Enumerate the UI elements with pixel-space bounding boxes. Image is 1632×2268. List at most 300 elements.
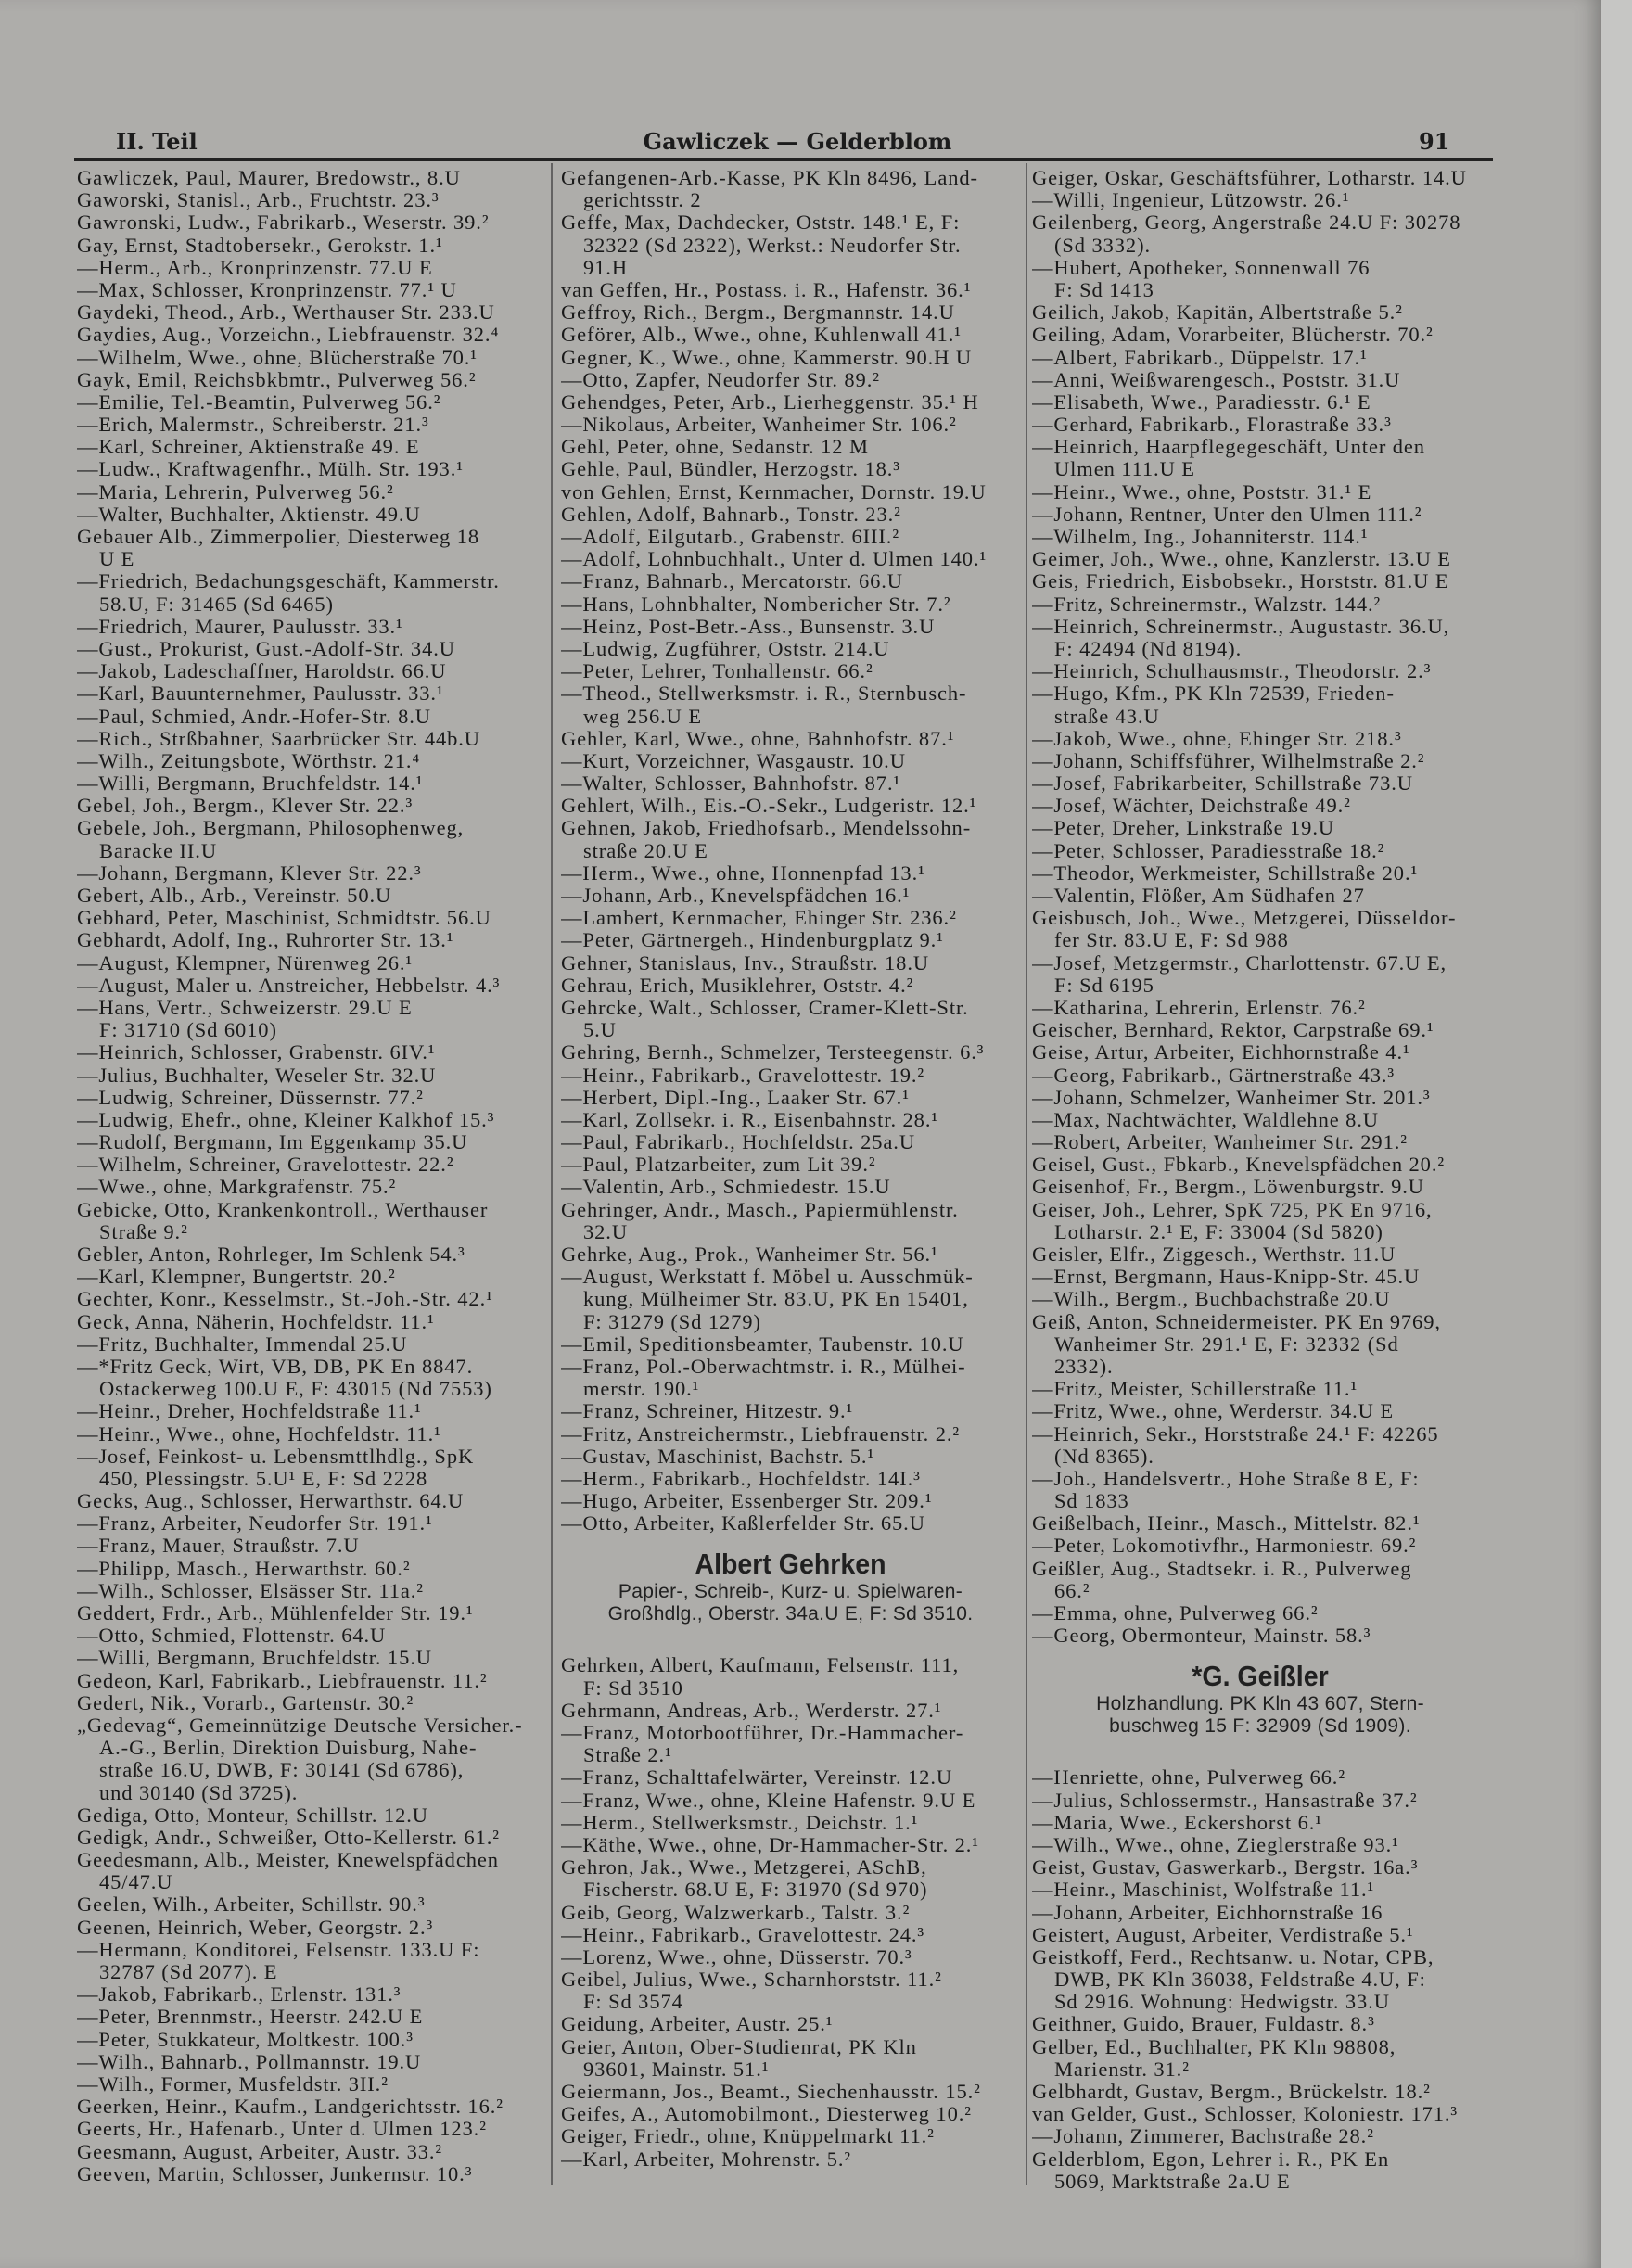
directory-entry (561, 436, 1020, 458)
entry-continuation-line: Ulmen 111.U E (1054, 458, 1195, 481)
entry-continuation-line: F: Sd 3510 (583, 1676, 683, 1700)
directory-entry (561, 347, 1020, 369)
directory-entry (561, 167, 1020, 211)
directory-entry (561, 975, 1020, 997)
directory-entry (561, 1969, 1020, 2013)
directory-entry (77, 1647, 545, 1669)
directory-entry (1032, 907, 1488, 951)
directory-entry (561, 638, 1020, 660)
directory-entry (77, 795, 545, 817)
entry-line: —Peter, Gärtnergeh., Hindenburgplatz 9.¹ (561, 929, 944, 952)
directory-entry (1032, 1946, 1488, 2014)
entry-line: Geist, Gustav, Gaswerkarb., Bergstr. 16a.³ (1032, 1856, 1419, 1879)
column-divider (1026, 163, 1027, 2185)
entry-line: —Johann, Bergmann, Klever Str. 22.³ (77, 861, 422, 885)
directory-entry (1032, 1109, 1488, 1131)
entry-line: Gaworski, Stanisl., Arb., Fruchtstr. 23.³ (77, 189, 440, 212)
entry-line: —Johann, Rentner, Unter den Ulmen 111.² (1032, 503, 1422, 526)
entry-line: —Max, Schlosser, Kronprinzenstr. 77.¹ U (77, 278, 457, 301)
directory-entry (1032, 414, 1488, 436)
directory-entry (77, 436, 545, 458)
entry-line: Geidung, Arbeiter, Austr. 25.¹ (561, 2013, 834, 2036)
directory-entry (1032, 167, 1488, 189)
directory-entry (77, 1423, 545, 1446)
directory-entry (77, 1692, 545, 1714)
entry-line: —Hugo, Arbeiter, Essenberger Str. 209.¹ (561, 1490, 933, 1513)
column-divider (551, 163, 553, 2185)
entry-continuation-line: (Sd 3332). (1054, 234, 1151, 257)
column-1 (77, 167, 545, 2185)
directory-entry (1032, 481, 1488, 503)
directory-entry (561, 1064, 1020, 1087)
entry-line: Geenen, Heinrich, Weber, Georgstr. 2.³ (77, 1916, 434, 1939)
entry-line: —Heinrich, Haarpflegegeschäft, Unter den (1032, 436, 1425, 459)
directory-entry (1032, 2013, 1488, 2035)
entry-line: Gehrken, Albert, Kaufmann, Felsenstr. 111, (561, 1654, 960, 1677)
entry-line: —Franz, Wwe., ohne, Kleine Hafenstr. 9.U E (561, 1789, 976, 1812)
entry-line: —Willi, Ingenieur, Lützowstr. 26.¹ (1032, 189, 1350, 212)
entry-continuation-line: A.-G., Berlin, Direktion Duisburg, Nahe- (99, 1737, 478, 1760)
directory-entry (77, 1266, 545, 1288)
directory-entry (561, 1266, 1020, 1333)
entry-line: Geförer, Alb., Wwe., ohne, Kuhlenwall 41.¹ (561, 324, 962, 347)
directory-entry (561, 2081, 1020, 2103)
directory-entry (1032, 1378, 1488, 1400)
entry-line: —Lambert, Kernmacher, Ehinger Str. 236.² (561, 907, 957, 930)
entry-line: Geiger, Oskar, Geschäftsführer, Lotharstr. 14.U (1032, 167, 1467, 189)
directory-entry (77, 1356, 545, 1400)
advertisement-text: buschweg 15 F: 32909 (Sd 1909). (1109, 1715, 1411, 1738)
entry-line: Gehrau, Erich, Musiklehrer, Oststr. 4.² (561, 974, 914, 997)
directory-entry (77, 279, 545, 301)
directory-entry (77, 2006, 545, 2028)
directory-entry (561, 2103, 1020, 2125)
entry-line: —Max, Nachtwächter, Waldlehne 8.U (1032, 1108, 1379, 1131)
directory-entry (77, 1558, 545, 1580)
entry-line: —Herbert, Dipl.-Ing., Laaker Str. 67.¹ (561, 1086, 910, 1109)
directory-entry (77, 952, 545, 975)
directory-entry (561, 1654, 1020, 1699)
entry-line: Geffroy, Rich., Bergm., Bergmannstr. 14.U (561, 301, 955, 325)
entry-continuation-line: Ostackerweg 100.U E, F: 43015 (Nd 7553) (99, 1378, 492, 1401)
entry-line: Gelderblom, Egon, Lehrer i. R., PK En (1032, 2147, 1390, 2171)
entry-line: —Friedrich, Maurer, Paulusstr. 33.¹ (77, 615, 403, 638)
directory-entry (561, 728, 1020, 750)
entry-continuation-line: straße 20.U E (583, 839, 708, 862)
directory-entry (561, 1041, 1020, 1064)
entry-line: Geiling, Adam, Vorarbeiter, Blücherstr. 70.² (1032, 324, 1434, 347)
directory-entry (1032, 526, 1488, 548)
directory-entry (1032, 1924, 1488, 1946)
advertisement (1032, 1647, 1488, 1766)
directory-entry (1032, 1558, 1488, 1602)
entry-line: —Wilh., Schlosser, Elsässer Str. 11a.² (77, 1579, 424, 1602)
directory-entry (1032, 1199, 1488, 1243)
entry-line: Geisler, Elfr., Ziggesch., Werthstr. 11.U (1032, 1243, 1396, 1266)
entry-line: Geisenhof, Fr., Bergm., Löwenburgstr. 9.U (1032, 1176, 1424, 1199)
directory-entry (77, 167, 545, 189)
entry-line: Geiger, Friedr., ohne, Knüppelmarkt 11.² (561, 2125, 935, 2148)
entry-line: —Julius, Buchhalter, Weseler Str. 32.U (77, 1064, 437, 1087)
directory-entry (77, 1109, 545, 1131)
directory-entry (77, 1893, 545, 1916)
entry-line: Geisbusch, Joh., Wwe., Metzgerei, Düsseldor- (1032, 907, 1457, 930)
directory-entry (1032, 1834, 1488, 1856)
entry-continuation-line: straße 16.U, DWB, F: 30141 (Sd 6786), (99, 1759, 465, 1782)
entry-continuation-line: Straße 2.¹ (583, 1744, 672, 1767)
entry-line: —Willi, Bergmann, Bruchfeldstr. 15.U (77, 1647, 432, 1670)
entry-line: —Lorenz, Wwe., ohne, Düsserstr. 70.³ (561, 1945, 912, 1969)
directory-entry (561, 1946, 1020, 1969)
entry-line: Geffe, Max, Dachdecker, Oststr. 148.¹ E, F: (561, 211, 961, 235)
directory-entry (77, 570, 545, 615)
entry-line: —Josef, Metzgermstr., Charlottenstr. 67.U E, (1032, 951, 1447, 975)
directory-entry (561, 1490, 1020, 1512)
directory-entry (1032, 1468, 1488, 1512)
directory-entry (1032, 1176, 1488, 1198)
entry-line: —Jakob, Wwe., ohne, Ehinger Str. 218.³ (1032, 727, 1402, 750)
entry-line: Geifes, A., Automobilmont., Diesterweg 10.² (561, 2103, 972, 2126)
directory-entry (561, 1512, 1020, 1535)
entry-line: Geddert, Frdr., Arb., Mühlenfelder Str. 19.¹ (77, 1602, 474, 1625)
entry-line: —Peter, Lehrer, Tonhallenstr. 66.² (561, 660, 873, 683)
entry-continuation-line: Wanheimer Str. 291.¹ E, F: 32332 (Sd (1054, 1332, 1399, 1356)
directory-entry (561, 1446, 1020, 1468)
entry-line: Geier, Anton, Ober-Studienrat, PK Kln (561, 2035, 917, 2058)
entry-line: Geithner, Guido, Brauer, Fuldastr. 8.³ (1032, 2013, 1375, 2036)
entry-line: —Käthe, Wwe., ohne, Dr-Hammacher-Str. 2.¹ (561, 1833, 979, 1856)
entry-line: —Gerhard, Fabrikarb., Florastraße 33.³ (1032, 414, 1392, 437)
entry-continuation-line: 58.U, F: 31465 (Sd 6465) (99, 592, 334, 616)
entry-line: —Emma, ohne, Pulverweg 66.² (1032, 1602, 1319, 1625)
directory-entry (77, 1333, 545, 1356)
directory-entry (77, 885, 545, 907)
entry-line: —Franz, Bahnarb., Mercatorstr. 66.U (561, 570, 903, 593)
entry-line: Geiß, Anton, Schneidermeister. PK En 9769, (1032, 1310, 1441, 1333)
directory-entry (1032, 503, 1488, 526)
directory-entry (77, 1535, 545, 1557)
entry-line: —Fritz, Meister, Schillerstraße 11.¹ (1032, 1378, 1358, 1401)
directory-entry (561, 772, 1020, 795)
entry-line: —Wilhelm, Wwe., ohne, Blücherstraße 70.¹ (77, 346, 478, 369)
directory-entry (77, 660, 545, 682)
entry-line: —Heinrich, Schulhausmstr., Theodorstr. 2.³ (1032, 660, 1432, 683)
entry-line: —Elisabeth, Wwe., Paradiesstr. 6.¹ E (1032, 390, 1371, 414)
entry-continuation-line: 32.U (583, 1220, 628, 1243)
entry-line: —Theodor, Werkmeister, Schillstraße 20.¹ (1032, 861, 1419, 885)
entry-line: —August, Werkstatt f. Möbel u. Ausschmük- (561, 1266, 974, 1289)
directory-entry (77, 1153, 545, 1176)
entry-continuation-line: DWB, PK Kln 36038, Feldstraße 4.U, F: (1054, 1969, 1426, 1992)
entry-line: Geißler, Aug., Stadtsekr. i. R., Pulverweg (1032, 1557, 1412, 1580)
directory-entry (77, 1917, 545, 1939)
entry-continuation-line: 45/47.U (99, 1871, 173, 1894)
entry-line: —Franz, Mauer, Straußstr. 7.U (77, 1535, 360, 1558)
entry-line: —Franz, Arbeiter, Neudorfer Str. 191.¹ (77, 1512, 433, 1535)
directory-entry (77, 211, 545, 234)
entry-line: Gawronski, Ludw., Fabrikarb., Weserstr. 39.² (77, 211, 490, 235)
entry-line: —Heinr., Fabrikarb., Gravelottestr. 19.² (561, 1064, 925, 1087)
directory-entry (561, 526, 1020, 548)
directory-entry (1032, 862, 1488, 885)
entry-line: —Georg, Obermonteur, Mainstr. 58.³ (1032, 1625, 1371, 1648)
directory-entry (561, 1423, 1020, 1446)
advertisement-text: Papier-, Schreib-, Kurz- u. Spielwaren- (618, 1581, 963, 1603)
section-label: II. Teil (116, 128, 198, 155)
entry-line: —Anni, Weißwarengesch., Poststr. 31.U (1032, 368, 1401, 391)
directory-entry (561, 1790, 1020, 1812)
entry-continuation-line: F: 42494 (Nd 8194). (1054, 637, 1243, 660)
entry-line: Gechter, Konr., Kesselmstr., St.-Joh.-Str. 42.¹ (77, 1288, 493, 1311)
directory-entry (1032, 593, 1488, 616)
directory-entry (561, 458, 1020, 480)
entry-line: —Wilh., Former, Musfeldstr. 3II.² (77, 2072, 389, 2096)
directory-entry (77, 1490, 545, 1512)
entry-continuation-line: fer Str. 83.U E, F: Sd 988 (1054, 929, 1289, 952)
directory-entry (77, 301, 545, 324)
entry-line: —Heinrich, Schreinermstr., Augustastr. 36.U, (1032, 615, 1450, 638)
entry-line: —Otto, Zapfer, Neudorfer Str. 89.² (561, 368, 880, 391)
entry-line: Gawliczek, Paul, Maurer, Bredowstr., 8.U (77, 167, 461, 189)
directory-entry (561, 369, 1020, 391)
directory-entry (1032, 391, 1488, 414)
entry-line: —Karl, Bauunternehmer, Paulusstr. 33.¹ (77, 682, 444, 706)
entry-line: —Johann, Schiffsführer, Wilhelmstraße 2.² (1032, 749, 1425, 772)
entry-continuation-line: 450, Plessingstr. 5.U¹ E, F: Sd 2228 (99, 1467, 428, 1490)
entry-line: Geiermann, Jos., Beamt., Siechenhausstr. 15.² (561, 2081, 981, 2103)
entry-line: Gehle, Paul, Bündler, Herzogstr. 18.³ (561, 458, 900, 481)
entry-line: —Franz, Pol.-Oberwachtmstr. i. R., Mülhei- (561, 1355, 966, 1378)
entry-line: —Karl, Arbeiter, Mohrenstr. 5.² (561, 2147, 852, 2171)
directory-entry (1032, 1856, 1488, 1879)
directory-entry (561, 391, 1020, 414)
directory-entry (561, 795, 1020, 817)
directory-entry (77, 1849, 545, 1893)
directory-entry (77, 706, 545, 728)
advertisement-title: Albert Gehrken (695, 1548, 886, 1581)
directory-entry (77, 526, 545, 570)
directory-entry (1032, 1423, 1488, 1468)
directory-entry (561, 570, 1020, 592)
directory-entry (77, 997, 545, 1041)
directory-entry (561, 2013, 1020, 2035)
directory-entry (77, 189, 545, 211)
directory-entry (561, 2148, 1020, 2171)
entry-line: —Katharina, Lehrerin, Erlenstr. 76.² (1032, 996, 1366, 1019)
entry-line: —Josef, Wächter, Deichstraße 49.² (1032, 795, 1351, 818)
directory-entry (1032, 1512, 1488, 1535)
entry-line: —Adolf, Eilgutarb., Grabenstr. 6III.² (561, 526, 899, 548)
entry-line: —Peter, Stukkateur, Moltkestr. 100.³ (77, 2028, 414, 2051)
directory-entry (561, 2036, 1020, 2081)
entry-line: Geerken, Heinr., Kaufm., Landgerichtsstr. 16.² (77, 2096, 504, 2119)
directory-entry (77, 1714, 545, 1804)
entry-line: —Franz, Schreiner, Hitzestr. 9.¹ (561, 1400, 854, 1423)
entry-line: —Paul, Schmied, Andr.-Hofer-Str. 8.U (77, 705, 431, 728)
entry-continuation-line: Sd 1833 (1054, 1490, 1129, 1513)
directory-entry (1032, 1131, 1488, 1153)
directory-entry (561, 1131, 1020, 1153)
directory-entry (77, 907, 545, 929)
directory-entry (1032, 1879, 1488, 1901)
directory-entry (1032, 324, 1488, 346)
entry-line: Geis, Friedrich, Eisbobsekr., Horststr. 81.U E (1032, 570, 1449, 593)
entry-line: Gehner, Stanislaus, Inv., Straußstr. 18.U (561, 951, 929, 975)
entry-line: Gelber, Ed., Buchhalter, PK Kln 98808, (1032, 2035, 1396, 2058)
directory-entry (1032, 1790, 1488, 1812)
entry-line: —Peter, Dreher, Linkstraße 19.U (1032, 817, 1335, 840)
directory-entry (77, 369, 545, 391)
directory-entry (1032, 1535, 1488, 1557)
entry-line: —Heinrich, Schlosser, Grabenstr. 6IV.¹ (77, 1041, 436, 1064)
entry-continuation-line: F: 31279 (Sd 1279) (583, 1310, 761, 1333)
entry-line: Geesmann, August, Arbeiter, Austr. 33.² (77, 2140, 443, 2163)
entry-line: —Rudolf, Bergmann, Im Eggenkamp 35.U (77, 1131, 468, 1154)
directory-entry (77, 1199, 545, 1243)
entry-continuation-line: merstr. 190.¹ (583, 1378, 700, 1401)
entry-line: von Gehlen, Ernst, Kernmacher, Dornstr. 19.U (561, 480, 987, 503)
directory-entry (1032, 1266, 1488, 1288)
directory-entry (1032, 817, 1488, 839)
directory-entry (1032, 660, 1488, 682)
entry-line: —Otto, Schmied, Flottenstr. 64.U (77, 1625, 387, 1648)
entry-line: „Gedevag“, Gemeinnützige Deutsche Versicher.- (77, 1714, 523, 1737)
advertisement-text: Großhdlg., Oberstr. 34a.U E, F: Sd 3510. (607, 1603, 974, 1625)
entry-line: —Walter, Buchhalter, Aktienstr. 49.U (77, 503, 421, 526)
entry-line: —Paul, Fabrikarb., Hochfeldstr. 25a.U (561, 1131, 915, 1154)
directory-entry (561, 929, 1020, 951)
entry-line: Geibel, Julius, Wwe., Scharnhorststr. 11.² (561, 1969, 942, 1992)
directory-entry (1032, 189, 1488, 211)
directory-entry (561, 1856, 1020, 1901)
entry-line: —Josef, Feinkost- u. Lebensmttlhdlg., SpK (77, 1445, 475, 1468)
entry-continuation-line: Fischerstr. 68.U E, F: 31970 (Sd 970) (583, 1879, 928, 1902)
entry-line: Gehron, Jak., Wwe., Metzgerei, ASchB, (561, 1856, 927, 1879)
directory-entry (1032, 728, 1488, 750)
page-number: 91 (1419, 128, 1450, 155)
directory-entry (561, 660, 1020, 682)
entry-continuation-line: F: 31710 (Sd 6010) (99, 1019, 277, 1042)
directory-entry (1032, 1625, 1488, 1647)
directory-entry (1032, 1902, 1488, 1924)
directory-entry (77, 2096, 545, 2118)
entry-line: Gehrke, Aug., Prok., Wanheimer Str. 56.¹ (561, 1243, 938, 1266)
entry-line: Geistert, August, Arbeiter, Verdistraße 5.¹ (1032, 1923, 1414, 1946)
entry-line: —Hans, Vertr., Schweizerstr. 29.U E (77, 996, 413, 1019)
entry-continuation-line: Sd 2916. Wohnung: Hedwigstr. 33.U (1054, 1991, 1390, 2014)
entry-line: Gebauer Alb., Zimmerpolier, Diesterweg 18 (77, 526, 480, 548)
directory-entry (1032, 1288, 1488, 1310)
directory-entry (77, 347, 545, 369)
directory-entry (1032, 1019, 1488, 1041)
directory-entry (561, 616, 1020, 638)
directory-entry (77, 1670, 545, 1692)
entry-line: Geilich, Jakob, Kapitän, Albertstraße 5.² (1032, 301, 1403, 325)
directory-entry (561, 1199, 1020, 1243)
entry-continuation-line: Lotharstr. 2.¹ E, F: 33004 (Sd 5820) (1054, 1220, 1383, 1243)
entry-line: —Fritz, Schreinermstr., Walzstr. 144.² (1032, 592, 1382, 616)
directory-entry (561, 1243, 1020, 1266)
entry-line: —Otto, Arbeiter, Kaßlerfelder Str. 65.U (561, 1512, 925, 1535)
entry-line: —Rich., Strßbahner, Saarbrücker Str. 44b.U (77, 727, 480, 750)
directory-entry (77, 728, 545, 750)
directory-entry (561, 1356, 1020, 1400)
entry-line: Gehler, Karl, Wwe., ohne, Bahnhofstr. 87.¹ (561, 727, 955, 750)
entry-line: —Georg, Fabrikarb., Gärtnerstraße 43.³ (1032, 1064, 1396, 1087)
directory-entry (77, 2029, 545, 2051)
entry-continuation-line: 2332). (1054, 1355, 1114, 1378)
directory-entry (77, 2163, 545, 2185)
entry-line: —Wilhelm, Schreiner, Gravelottestr. 22.² (77, 1153, 454, 1177)
directory-entry (1032, 1311, 1488, 1379)
entry-line: Gecks, Aug., Schlosser, Herwarthstr. 64.U (77, 1490, 465, 1513)
entry-line: Gaydies, Aug., Vorzeichn., Liebfrauenstr. 32.⁴ (77, 324, 500, 347)
entry-line: Geilenberg, Georg, Angerstraße 24.U F: 30278 (1032, 211, 1461, 235)
entry-line: —Nikolaus, Arbeiter, Wanheimer Str. 106.² (561, 414, 957, 437)
directory-entry (77, 257, 545, 279)
entry-line: —August, Klempner, Nürenweg 26.¹ (77, 951, 414, 975)
entry-line: Geistkoff, Ferd., Rechtsanw. u. Notar, CPB, (1032, 1945, 1434, 1969)
entry-line: Gehringer, Andr., Masch., Papiermühlenstr. (561, 1198, 959, 1221)
entry-line: —Johann, Arb., Knevelspfädchen 16.¹ (561, 885, 911, 907)
entry-continuation-line: gerichtsstr. 2 (583, 189, 702, 212)
entry-line: Geisel, Gust., Fbkarb., Knevelspfädchen 20.² (1032, 1153, 1446, 1177)
directory-entry (1032, 548, 1488, 570)
directory-entry (77, 503, 545, 526)
entry-line: —Willi, Bergmann, Bruchfeldstr. 14.¹ (77, 772, 424, 796)
entry-line: Gelbhardt, Gustav, Bergm., Brückelstr. 18.² (1032, 2081, 1431, 2103)
entry-line: —Karl, Schreiner, Aktienstraße 49. E (77, 436, 420, 459)
column-2 (561, 167, 1020, 2171)
directory-entry (1032, 369, 1488, 391)
entry-line: Gehring, Bernh., Schmelzer, Tersteegenstr. 6.³ (561, 1041, 985, 1064)
entry-line: Gebicke, Otto, Krankenkontroll., Werthauser (77, 1198, 489, 1221)
directory-entry (561, 817, 1020, 861)
directory-entry (77, 1176, 545, 1198)
directory-entry (77, 458, 545, 480)
entry-line: —Ludwig, Schreiner, Düssernstr. 77.² (77, 1086, 424, 1109)
directory-entry (561, 503, 1020, 526)
directory-entry (1032, 1812, 1488, 1834)
entry-line: —Joh., Handelsvertr., Hohe Straße 8 E, F: (1032, 1467, 1420, 1490)
entry-line: —Hubert, Apotheker, Sonnenwall 76 (1032, 256, 1371, 279)
directory-entry (561, 548, 1020, 570)
entry-line: Gedigk, Andr., Schweißer, Otto-Kellerstr. 61.² (77, 1826, 500, 1849)
directory-entry (77, 616, 545, 638)
entry-line: —Hermann, Konditorei, Felsenstr. 133.U F: (77, 1938, 480, 1961)
entry-continuation-line: U E (99, 548, 135, 571)
entry-line: Geischer, Bernhard, Rektor, Carpstraße 69.¹ (1032, 1019, 1434, 1042)
directory-entry (77, 481, 545, 503)
directory-entry (1032, 1602, 1488, 1625)
entry-line: Geedesmann, Alb., Meister, Knewelspfädchen (77, 1849, 499, 1872)
directory-entry (561, 1468, 1020, 1490)
entry-line: Gebel, Joh., Bergm., Klever Str. 22.³ (77, 795, 414, 818)
entry-line: —Karl, Klempner, Bungertstr. 20.² (77, 1266, 396, 1289)
entry-continuation-line: F: Sd 6195 (1054, 974, 1154, 997)
directory-entry (1032, 840, 1488, 862)
entry-line: Geeven, Martin, Schlosser, Junkernstr. 10.³ (77, 2162, 473, 2185)
directory-entry (561, 1766, 1020, 1789)
directory-entry (1032, 952, 1488, 997)
directory-entry (561, 1176, 1020, 1198)
entry-line: —Fritz, Wwe., ohne, Werderstr. 34.U E (1032, 1400, 1394, 1423)
entry-line: —Maria, Wwe., Eckershorst 6.¹ (1032, 1811, 1322, 1834)
directory-entry (561, 952, 1020, 975)
entry-line: Geiser, Joh., Lehrer, SpK 725, PK En 9716, (1032, 1198, 1433, 1221)
directory-entry (1032, 2103, 1488, 2125)
entry-line: —Emil, Speditionsbeamter, Taubenstr. 10.U (561, 1332, 964, 1356)
